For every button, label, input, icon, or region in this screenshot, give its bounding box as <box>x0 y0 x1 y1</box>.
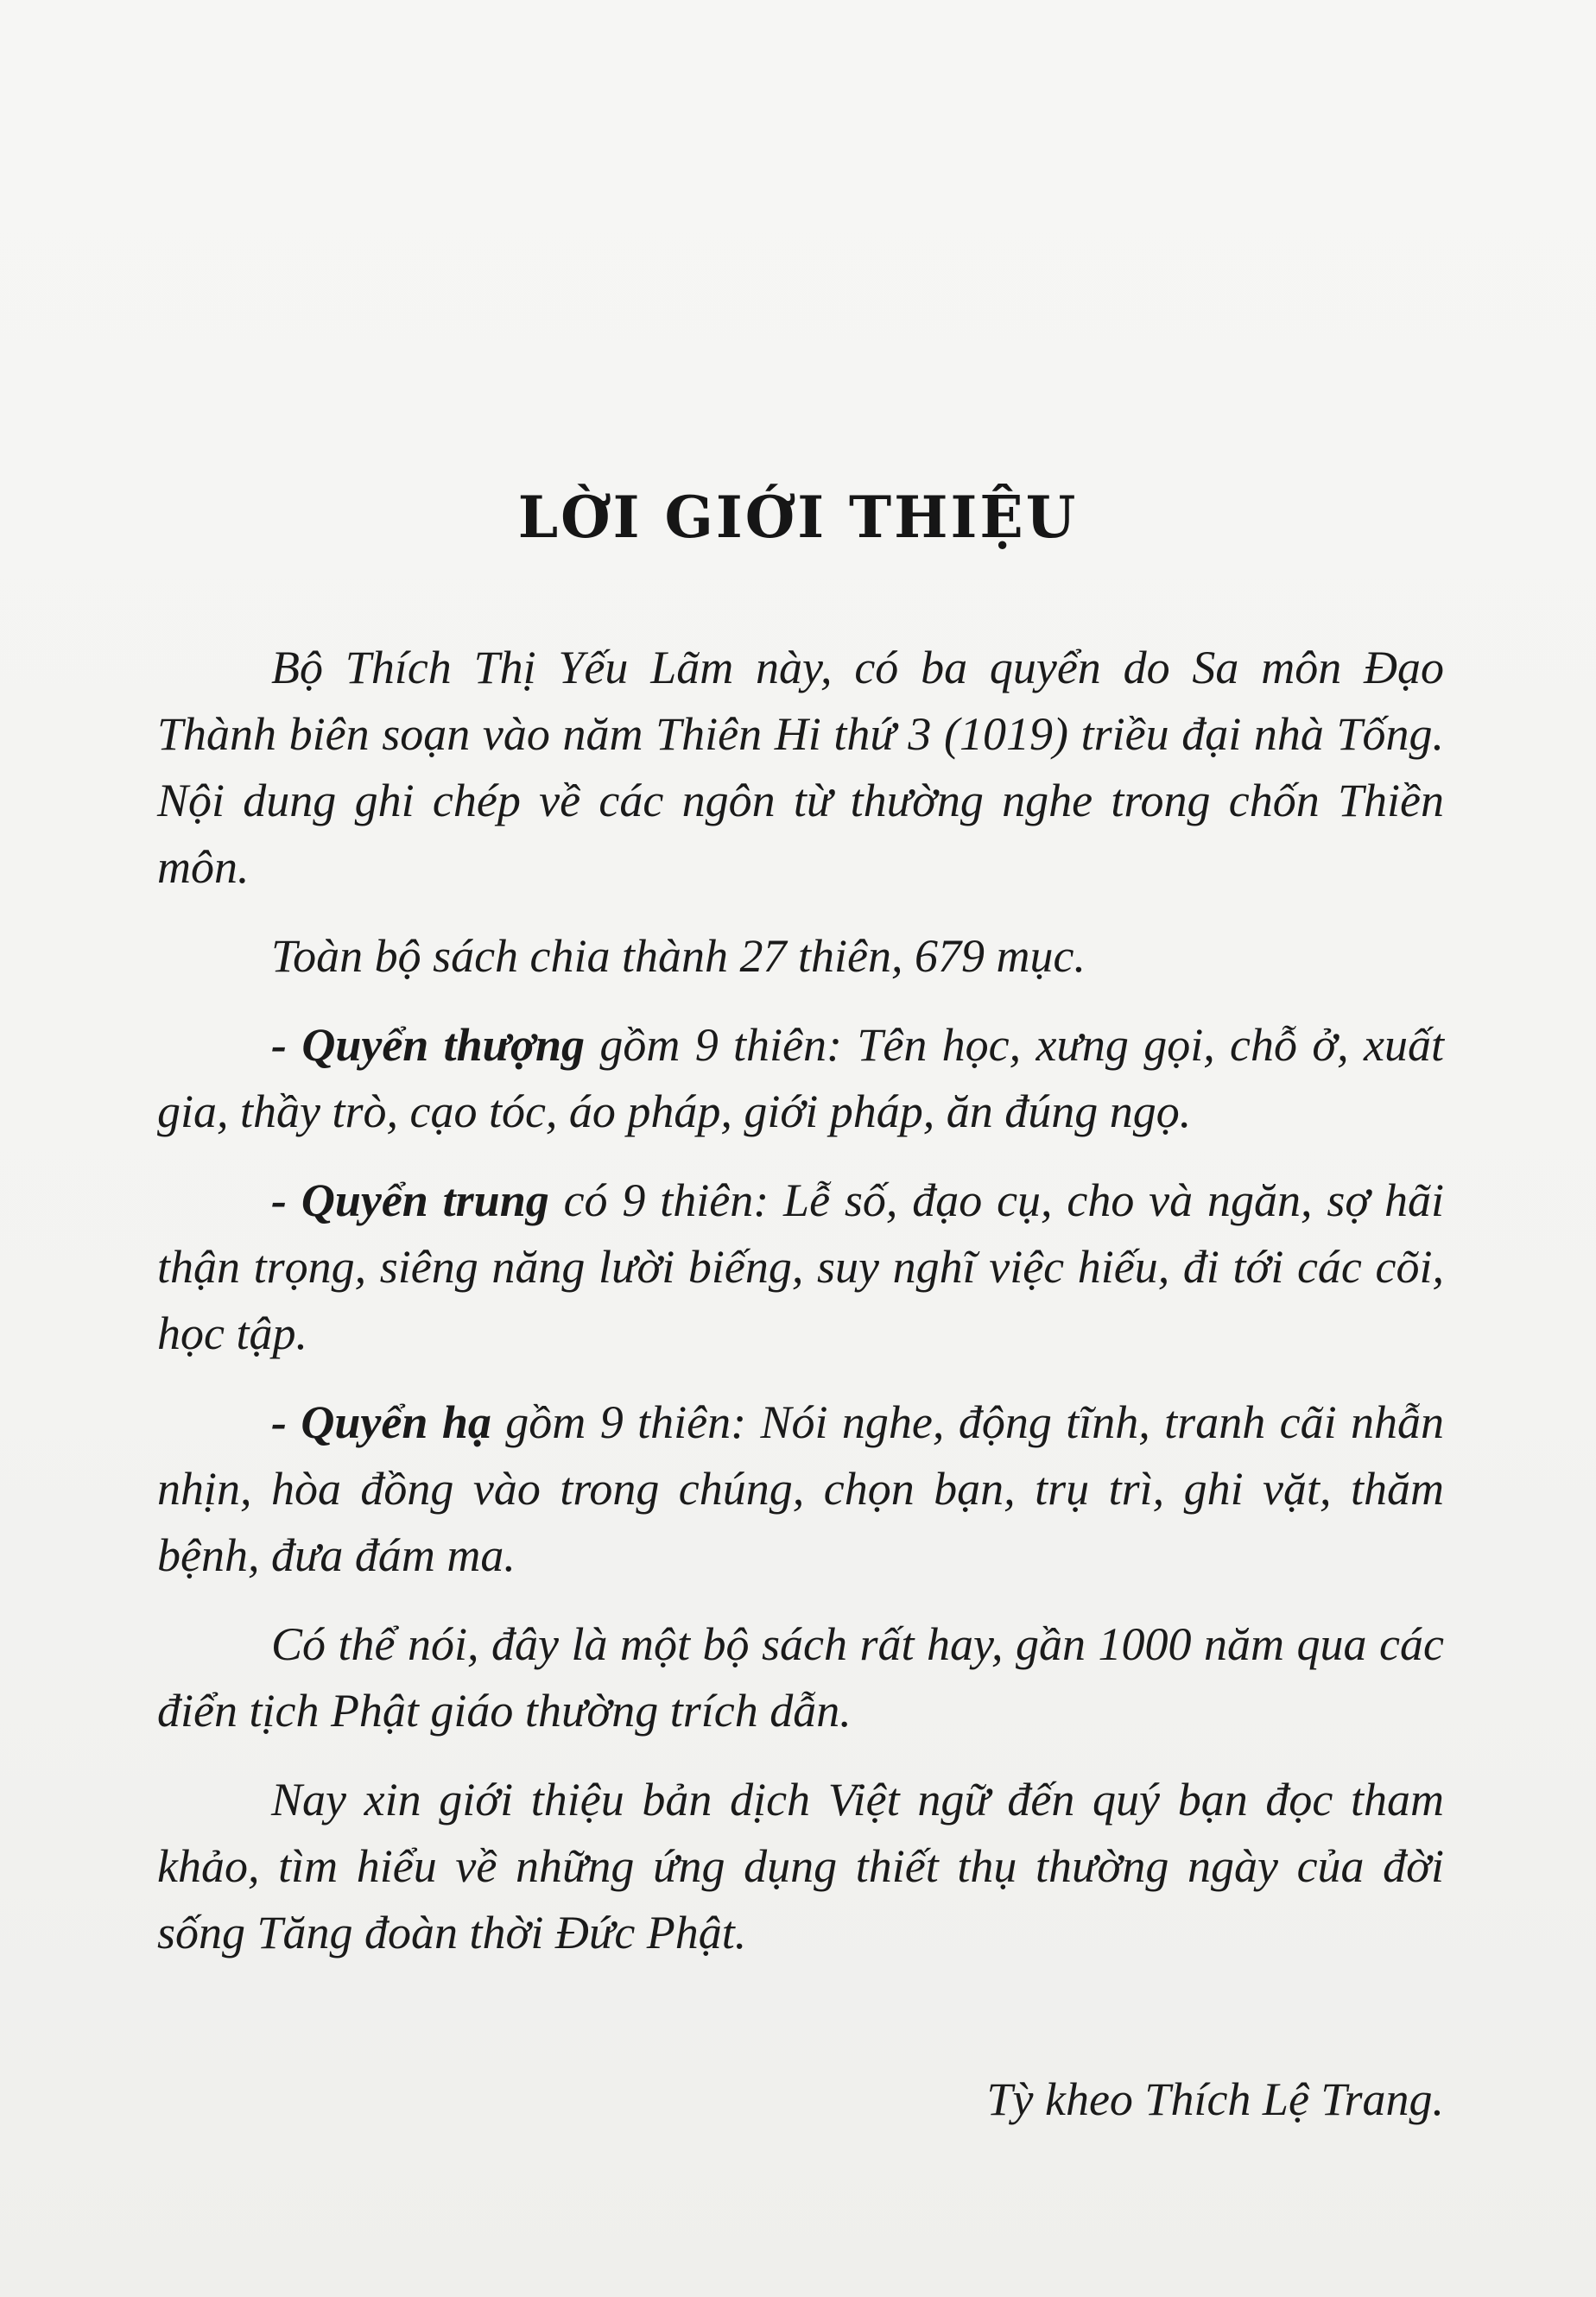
volume-lower-text: gồm 9 thiên: Nói nghe, động tĩnh, tranh cãi nhẫn nhịn, hòa đồng vào trong chúng, chọn bạn, trụ trì, ghi vặt, thăm bệnh, đưa đám ma. <box>157 1396 1445 1581</box>
paragraph-assessment: Có thể nói, đây là một bộ sách rất hay, gần 1000 năm qua các điển tịch Phật giáo thường trích dẫn. <box>157 1618 1444 1737</box>
paragraph-intro: Bộ Thích Thị Yếu Lãm này, có ba quyển do Sa môn Đạo Thành biên soạn vào năm Thiên Hi thứ 3 (1019) triều đại nhà Tống. Nội dung ghi chép về các ngôn từ thường nghe trong chốn Thiền môn. <box>157 642 1444 893</box>
signature: Tỳ kheo Thích Lệ Trang. <box>986 2073 1444 2125</box>
volume-upper-label: - Quyển thượng <box>271 1019 586 1071</box>
volume-middle-label: - Quyển trung <box>271 1174 549 1226</box>
paragraph-closing: Nay xin giới thiệu bản dịch Việt ngữ đến quý bạn đọc tham khảo, tìm hiểu về những ứng dụng thiết thụ thường ngày của đời sống Tăng đoàn thời Đức Phật. <box>157 1774 1444 1958</box>
volume-lower-label: - Quyển hạ <box>271 1396 491 1448</box>
volume-upper-text: gồm 9 thiên: Tên học, xưng gọi, chỗ ở, xuất gia, thầy trò, cạo tóc, áo pháp, giới pháp, ăn đúng ngọ. <box>157 1019 1444 1137</box>
paragraph-volume-middle <box>157 1167 1444 1367</box>
paragraph-volume-lower <box>157 1389 1444 1589</box>
introduction-body <box>157 635 1444 1989</box>
paragraph-structure: Toàn bộ sách chia thành 27 thiên, 679 mục. <box>271 930 1086 982</box>
paragraph-volume-upper <box>157 1012 1444 1145</box>
volume-middle-text: có 9 thiên: Lễ số, đạo cụ, cho và ngăn, sợ hãi thận trọng, siêng năng lười biếng, suy nghĩ việc hiếu, đi tới các cõi, học tập. <box>157 1174 1445 1359</box>
page-title: LỜI GIỚI THIỆU <box>517 484 1079 551</box>
